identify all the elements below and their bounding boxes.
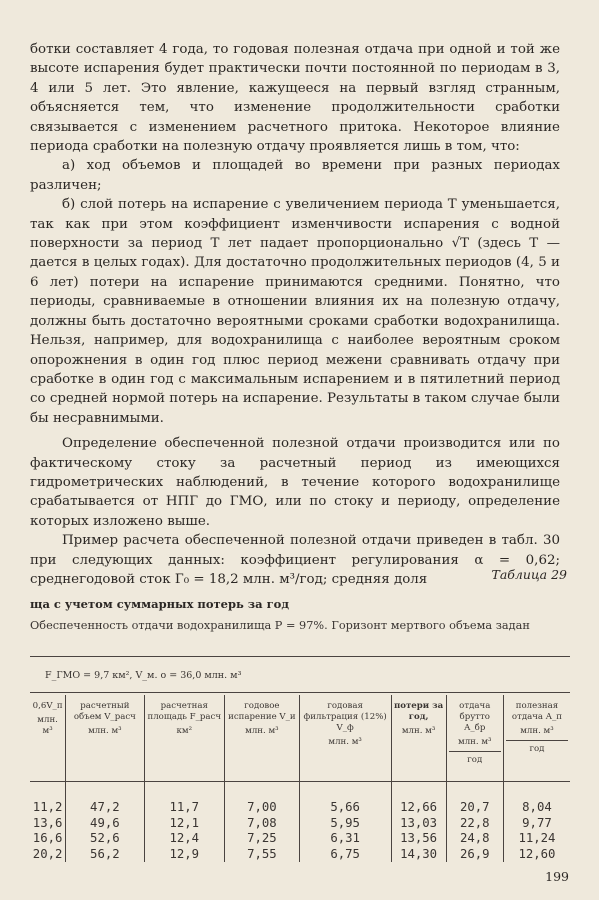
table-cell: 9,77 xyxy=(503,816,570,832)
table-top-rule xyxy=(30,656,570,657)
table-cell: 8,04 xyxy=(503,800,570,816)
table-row xyxy=(30,831,570,847)
table-cell: 5,66 xyxy=(299,800,391,816)
col-header-7 xyxy=(446,695,503,782)
col-header-4-unit: млн. м³ xyxy=(245,726,279,736)
col-header-3 xyxy=(144,695,225,782)
table-cell: 56,2 xyxy=(66,847,144,863)
table-cell: 6,75 xyxy=(299,847,391,863)
table-cell: 26,9 xyxy=(446,847,503,863)
paragraph-1: ботки составляет 4 года, то годовая полезная отдача при одной и той же высоте испарения будет практически почти постоянной по периодам в 3, 4 или 5 лет. Это явление, кажущееся на первый взгляд странным, объясняется тем, что изменение продолжительности сработки связывается с изменением расчетного притока. Некоторое влияние периода сработки на полезную отдачу проявляется лишь в том, что: xyxy=(30,42,560,155)
table-cell: 5,95 xyxy=(299,816,391,832)
col-header-8-sub: год xyxy=(529,744,545,754)
col-header-4-label: годовое испарение V_и xyxy=(228,701,296,722)
table-cell: 13,6 xyxy=(32,815,63,830)
table-cell: 20,2 xyxy=(32,846,63,861)
col-header-3-label: расчетная площадь F_расч xyxy=(147,701,222,722)
table-cell: 16,6 xyxy=(32,831,63,846)
col-header-8-unit: млн. м³ xyxy=(520,726,554,736)
table-cell: 12,1 xyxy=(144,816,225,832)
col-header-3-unit: км² xyxy=(176,726,193,736)
col-header-7-label: отдача брутто A_бр xyxy=(459,701,491,733)
table-cell: 7,00 xyxy=(225,800,300,816)
table-cell: 24,8 xyxy=(446,831,503,847)
table-caption: Таблица 29 xyxy=(491,567,567,582)
col-header-8-label: полезная отдача A_п xyxy=(511,701,563,722)
table-cell: 7,08 xyxy=(225,816,300,832)
table-params: F_ГМО = 9,7 км², V_м. о = 36,0 млн. м³ xyxy=(45,670,242,681)
table-cell: 49,6 xyxy=(66,816,144,832)
col-header-8 xyxy=(503,695,570,782)
table-header-row xyxy=(30,695,570,782)
table-cell: 22,8 xyxy=(446,816,503,832)
col-header-1 xyxy=(30,695,66,782)
paragraph-5: Пример расчета обеспеченной полезной отдачи приведен в табл. 30 при следующих данных: коэффициент регулирования α = 0,62; среднегодовой сток Г₀ = 18,2 млн. м³/год; средняя доля xyxy=(30,533,560,587)
table-cell: 13,03 xyxy=(391,816,446,832)
col-header-2 xyxy=(66,695,144,782)
col-header-2-label: расчетный объем V_расч xyxy=(73,701,136,722)
col-header-5-unit: млн. м³ xyxy=(328,737,362,747)
col-header-6 xyxy=(391,695,446,782)
paragraph-4: Определение обеспеченной полезной отдачи производится или по фактическому стоку за расчетный период из имеющихся гидрометрических наблюдений, в течение которого водохранилище срабатывается от НПГ до ГМО, или по стоку и периоду, определение которых изложено выше. xyxy=(30,436,560,529)
col-header-5-label: годовая фильтрация (12%) V_ф xyxy=(303,701,387,733)
table-cell: 47,2 xyxy=(66,800,144,816)
col-header-1-unit: млн. м³ xyxy=(37,715,58,736)
paragraph-2: а) ход объемов и площадей во времени при разных периодах различен; xyxy=(30,158,560,193)
table-cell: 20,7 xyxy=(446,800,503,816)
table-header-rule xyxy=(30,692,570,693)
table-row xyxy=(30,800,570,816)
col-header-6-label: потери за год, xyxy=(393,701,444,722)
table-cell: 52,6 xyxy=(66,831,144,847)
table-row xyxy=(30,847,570,863)
table-cell: 11,7 xyxy=(144,800,225,816)
table-cell: 14,30 xyxy=(391,847,446,863)
col-header-4 xyxy=(225,695,300,782)
table-cell: 7,55 xyxy=(225,847,300,863)
table-cell: 12,66 xyxy=(391,800,446,816)
table-row xyxy=(30,816,570,832)
table-cell: 12,4 xyxy=(144,831,225,847)
col-header-7-sub: год xyxy=(467,755,483,765)
table-cell: 12,60 xyxy=(503,847,570,863)
table-cell: 6,31 xyxy=(299,831,391,847)
table-cell: 7,25 xyxy=(225,831,300,847)
paragraph-3: б) слой потерь на испарение с увеличением периода T уменьшается, так как при этом коэффициент изменчивости испарения с водной поверхности за период T лет падает пропорционально √T (здесь T — дается в целых годах). Для достаточно продолжительных периодов (4, 5 и 6 лет) потери на испарение принимаются средними. Понятно, что периоды, сравниваемые в отношении влияния их на полезную отдачу, должны быть достаточно вероятными сроками сработки водохранилища. Нельзя, например, для водохранилища с наиболее вероятным сроком опорожнения в один год плюс период межени сравнивать отдачу при сработке в один год с максимальным испарением и в пятилетний период со средней нормой потерь на испарение. Результаты в таком случае были бы несравнимыми. xyxy=(30,197,560,426)
table-title: ща с учетом суммарных потерь за год xyxy=(30,597,289,611)
col-header-7-unit: млн. м³ xyxy=(458,737,492,747)
data-table xyxy=(30,695,570,862)
col-header-6-unit: млн. м³ xyxy=(401,726,436,736)
table-cell: 12,9 xyxy=(144,847,225,863)
table-subtitle: Обеспеченность отдачи водохранилища P = 97%. Горизонт мертвого объема задан xyxy=(30,619,530,632)
col-header-5 xyxy=(299,695,391,782)
table-cell: 11,2 xyxy=(32,800,63,814)
table-cell: 11,24 xyxy=(503,831,570,847)
page-number: 199 xyxy=(545,869,569,884)
col-header-2-unit: млн. м³ xyxy=(88,726,122,736)
body-text xyxy=(30,40,560,589)
table-cell: 13,56 xyxy=(391,831,446,847)
col-header-1-label: 0,6V_п xyxy=(32,701,63,711)
